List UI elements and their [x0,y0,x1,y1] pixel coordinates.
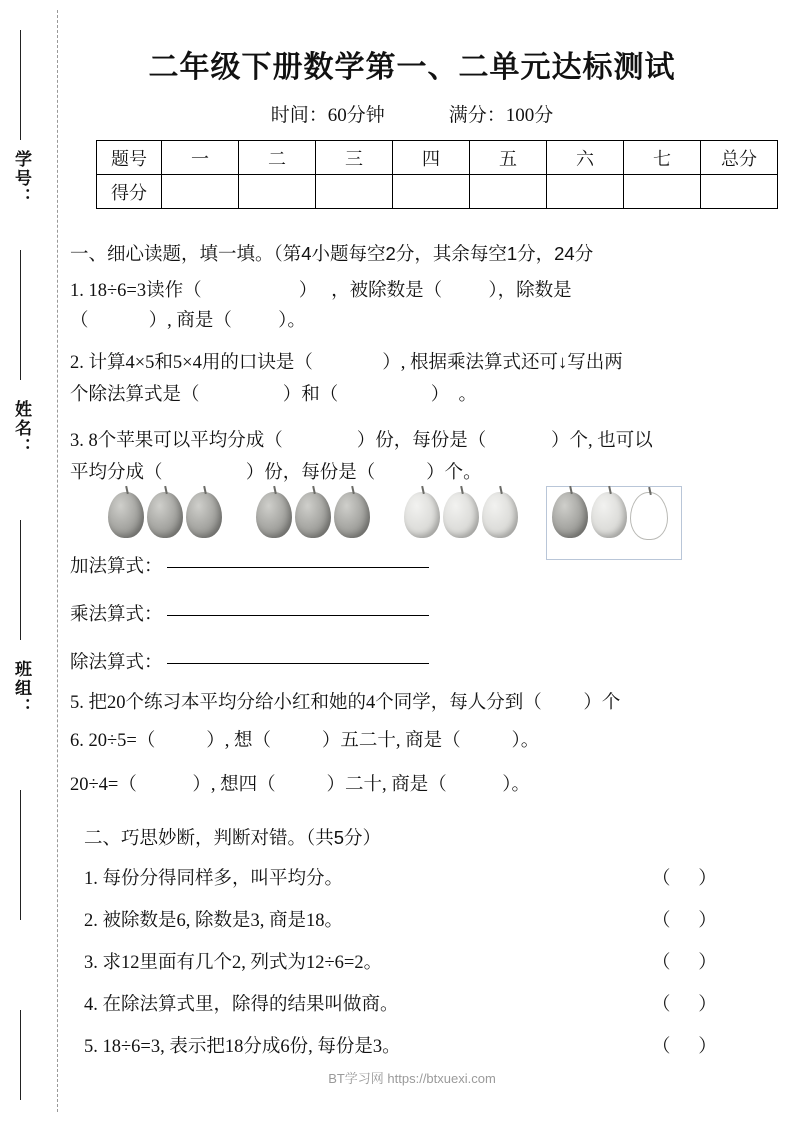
section2-item-4: 4. 在除法算式里，除得的结果叫做商。 [84,995,399,1015]
rail-label-student-id: 学号： [12,150,31,207]
fruit-group-4 [552,492,668,540]
section2-item-1: 1. 每份分得同样多，叫平均分。 [84,869,344,889]
score-cell-6[interactable] [624,175,701,209]
margin-dashed-line [57,10,58,1112]
fruit-icon [256,492,292,538]
fruit-icon [108,492,144,538]
fruit-icon [482,492,518,538]
score-table-col-4: 五 [470,141,547,175]
score-cell-4[interactable] [470,175,547,209]
section2-answer-4[interactable]: （ ） [652,995,717,1015]
score-table-col-7: 总分 [701,141,778,175]
section2-answer-3[interactable]: （ ） [652,953,717,973]
rail-label-name: 姓名： [12,400,31,457]
q4-division-blank[interactable] [167,662,429,664]
score-cell-1[interactable] [239,175,316,209]
rail-divider-5 [20,1010,21,1100]
exam-page [62,0,793,1122]
section2-item-5: 5. 18÷6=3, 表示把18分成6份, 每份是3。 [84,1037,401,1057]
fruit-icon [147,492,183,538]
fruit-icon [186,492,222,538]
fruit-icon [404,492,440,538]
section2-answer-5[interactable]: （ ） [652,1037,717,1057]
section2-item-2: 2. 被除数是6, 除数是3, 商是18。 [84,911,344,931]
fruit-illustration-row [84,492,704,554]
section1-q3-line2: 平均分成（ ）份，每份是（ ）个。 [70,463,482,483]
q4-addition-label: 加法算式： [70,557,163,577]
score-table-col-1: 二 [239,141,316,175]
left-margin-rail [0,0,62,1122]
q4-addition-blank[interactable] [167,566,429,568]
rail-divider-4 [20,790,21,920]
full-score-label: 满分：100分 [448,105,554,126]
q4-multiplication-blank[interactable] [167,614,429,616]
score-table-col-3: 四 [393,141,470,175]
section1-q5: 5. 把20个练习本平均分给小红和她的4个同学，每人分到（ ）个 [70,693,621,713]
fruit-icon [552,492,588,538]
score-cell-0[interactable] [162,175,239,209]
section1-q3-line1: 3. 8个苹果可以平均分成（ ）份，每份是（ ）个, 也可以 [70,431,653,451]
section2-item-3: 3. 求12里面有几个2, 列式为12÷6=2。 [84,953,383,973]
score-table-col-2: 三 [316,141,393,175]
rail-divider-2 [20,250,21,380]
table-row-scores [97,175,778,209]
fruit-icon [334,492,370,538]
q4-multiplication-label: 乘法算式： [70,605,163,625]
score-table-row-label-0: 题号 [97,141,162,175]
fruit-group-3 [404,492,518,538]
q4-division-line[interactable] [70,648,429,674]
section2-heading: 二、巧思妙断，判断对错。（共5分） [84,827,382,848]
section2-answer-1[interactable]: （ ） [652,869,717,889]
section1-q1-line1: 1. 18÷6=3读作（ ） ，被除数是（ ），除数是 [70,281,572,301]
fruit-icon [630,492,668,540]
section1-q2-line2: 个除法算式是（ ）和（ ） 。 [70,385,478,405]
q4-multiplication-line[interactable] [70,600,429,626]
page-title: 二年级下册数学第一、二单元达标测试 [148,51,676,84]
fruit-group-2 [256,492,370,538]
exam-meta [62,100,762,127]
section1-q6-line2: 20÷4=（ ）, 想四（ ）二十, 商是（ ）。 [70,775,530,795]
score-table-col-0: 一 [162,141,239,175]
score-table-row-label-1: 得分 [97,175,162,209]
section1-heading: 一、细心读题，填一填。（第4小题每空2分，其余每空1分，24分 [70,243,594,264]
rail-divider-3 [20,520,21,640]
q4-division-label: 除法算式： [70,653,163,673]
fruit-icon [443,492,479,538]
score-table [96,140,778,209]
score-cell-3[interactable] [393,175,470,209]
fruit-icon [295,492,331,538]
fruit-group-1 [108,492,222,538]
section1-q1-line2: （ ）, 商是（ ）。 [70,311,306,331]
rail-label-class: 班组： [12,660,31,717]
watermark: BT学习网 https://btxuexi.com [328,1071,496,1086]
score-table-col-6: 七 [624,141,701,175]
fruit-icon [591,492,627,538]
score-table-col-5: 六 [547,141,624,175]
section2-answer-2[interactable]: （ ） [652,911,717,931]
table-row-headers [97,141,778,175]
time-label: 时间：60分钟 [270,105,385,126]
score-cell-5[interactable] [547,175,624,209]
section1-q2-line1: 2. 计算4×5和5×4用的口诀是（ ）, 根据乘法算式还可↓写出两 [70,353,623,373]
q4-addition-line[interactable] [70,552,429,578]
rail-divider-1 [20,30,21,140]
score-cell-7[interactable] [701,175,778,209]
score-cell-2[interactable] [316,175,393,209]
section1-q6-line1: 6. 20÷5=（ ）, 想（ ）五二十, 商是（ ）。 [70,731,540,751]
